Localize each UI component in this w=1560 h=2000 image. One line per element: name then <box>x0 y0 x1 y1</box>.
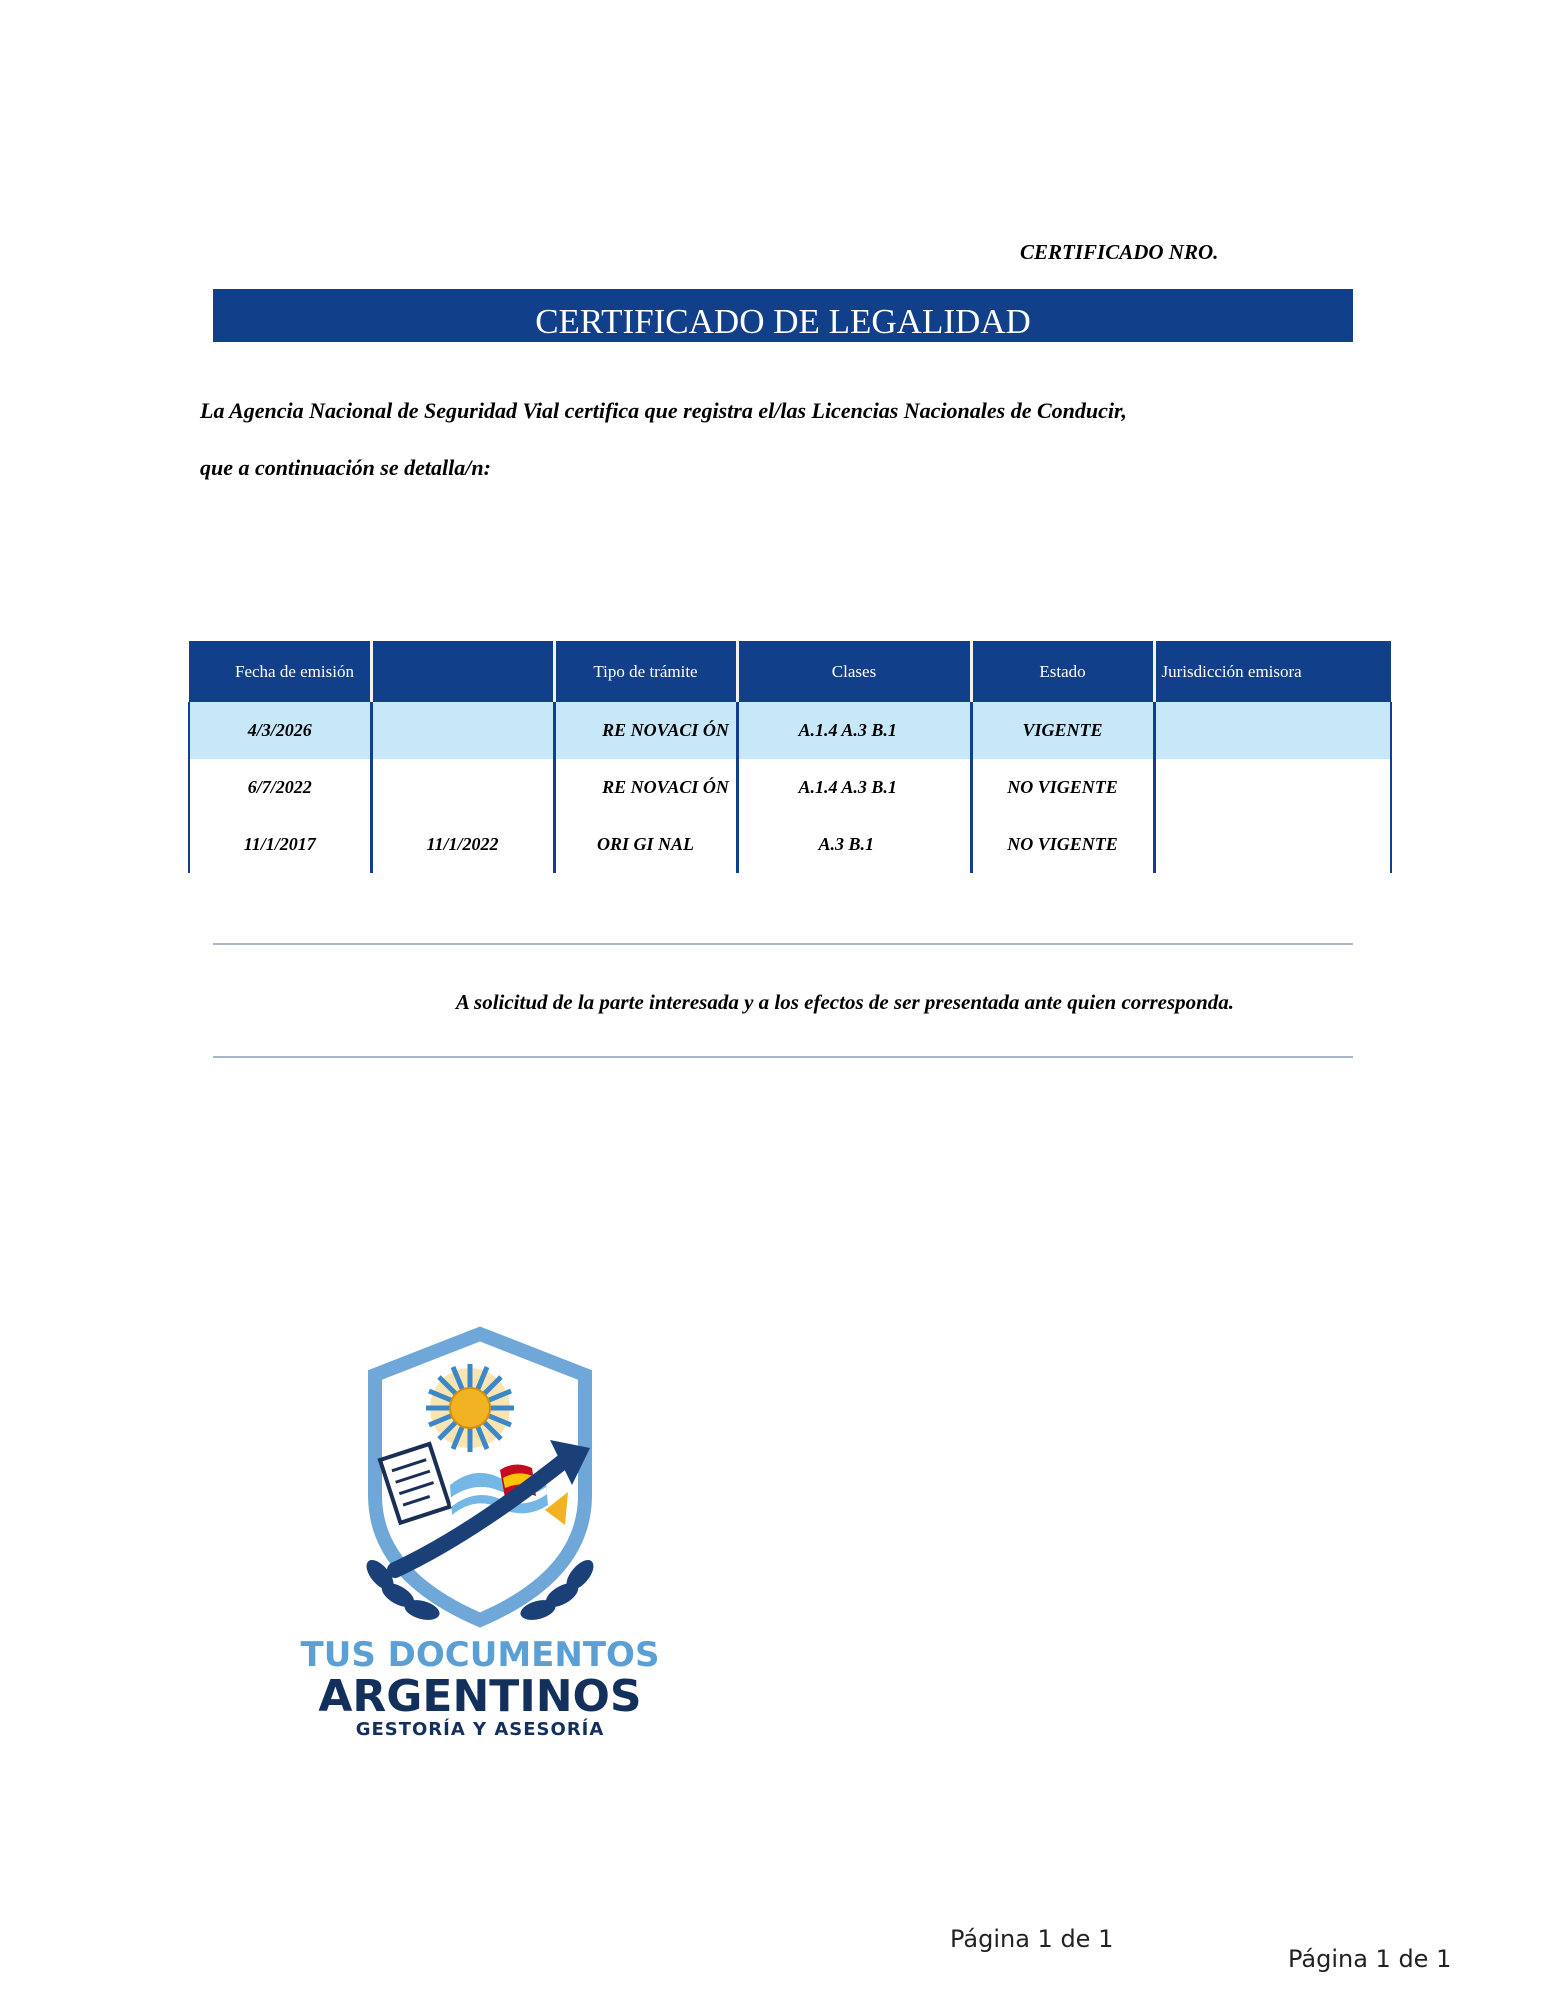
table-row <box>189 702 1391 759</box>
page-number-label: Página 1 de 1 <box>950 1925 1114 1953</box>
logo-line-1: TUS DOCUMENTOS <box>300 1635 660 1675</box>
column-header-tipo-tramite: Tipo de trámite <box>554 641 737 702</box>
column-header-blank <box>371 641 554 702</box>
cell-tipo-tramite: RE NOVACI ÓN <box>554 759 737 816</box>
cell-fecha-emision: 4/3/2026 <box>189 702 371 759</box>
cell-clases: A.1.4 A.3 B.1 <box>737 759 971 816</box>
cell-tipo-tramite: ORI GI NAL <box>554 816 737 873</box>
cell-estado: NO VIGENTE <box>971 816 1154 873</box>
column-header-clases: Clases <box>737 641 971 702</box>
license-table <box>188 641 1392 873</box>
column-header-estado: Estado <box>971 641 1154 702</box>
cell-fecha-emision: 11/1/2017 <box>189 816 371 873</box>
cell-estado: NO VIGENTE <box>971 759 1154 816</box>
cell-clases: A.3 B.1 <box>737 816 971 873</box>
license-table-wrapper <box>188 641 1390 873</box>
cell-clases: A.1.4 A.3 B.1 <box>737 702 971 759</box>
company-logo <box>300 1320 660 1740</box>
cell-fecha-2 <box>371 702 554 759</box>
intro-line-1: La Agencia Nacional de Seguridad Vial certifica que registra el/las Licencias Nacionales de Conducir, <box>200 398 1127 423</box>
document-title: CERTIFICADO DE LEGALIDAD <box>213 289 1353 342</box>
table-header-row <box>189 641 1391 702</box>
column-header-fecha-emision: Fecha de emisión <box>189 641 371 702</box>
divider-top <box>213 943 1353 945</box>
cell-fecha-emision: 6/7/2022 <box>189 759 371 816</box>
cell-jurisdiccion <box>1154 702 1391 759</box>
logo-line-3: GESTORÍA Y ASESORÍA <box>355 1719 605 1740</box>
table-row <box>189 759 1391 816</box>
cell-fecha-2 <box>371 759 554 816</box>
footer-note: A solicitud de la parte interesada y a los efectos de ser presentada ante quien corresponda. <box>455 990 1235 1014</box>
cell-estado: VIGENTE <box>971 702 1154 759</box>
cell-fecha-2: 11/1/2022 <box>371 816 554 873</box>
divider-bottom <box>213 1056 1353 1058</box>
shield-emblem-icon <box>300 1320 660 1630</box>
table-row <box>189 816 1391 873</box>
column-header-jurisdiccion: Jurisdicción emisora <box>1154 641 1391 702</box>
cell-jurisdiccion <box>1154 816 1391 873</box>
certificate-number-label: CERTIFICADO NRO. <box>1020 240 1219 264</box>
page-number-label-secondary: Página 1 de 1 <box>1288 1945 1452 1973</box>
intro-line-2: que a continuación se detalla/n: <box>200 455 491 480</box>
cell-jurisdiccion <box>1154 759 1391 816</box>
logo-line-2: ARGENTINOS <box>318 1671 642 1722</box>
cell-tipo-tramite: RE NOVACI ÓN <box>554 702 737 759</box>
